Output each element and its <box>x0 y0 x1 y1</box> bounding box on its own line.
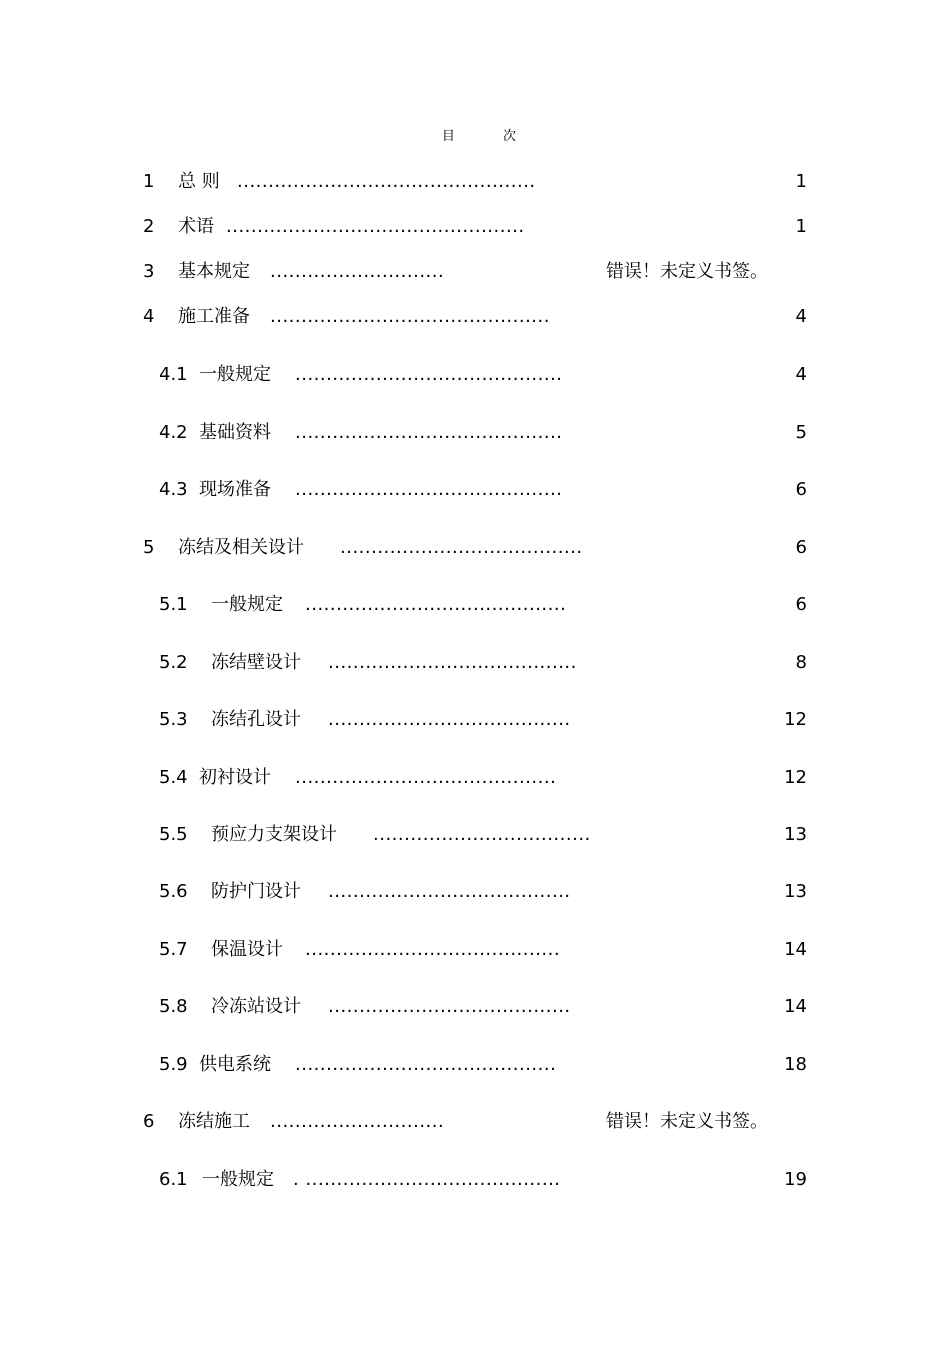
toc-entry-number: 5.7 <box>159 939 188 960</box>
toc-entry-page: 12 <box>784 709 807 730</box>
toc-entry-page: 1 <box>795 216 807 237</box>
toc-entry-page: 6 <box>795 594 807 615</box>
toc-entry-number: 5 <box>143 537 155 558</box>
toc-entry-leader: ......................................... <box>305 939 561 960</box>
toc-entry-number: 4.2 <box>159 422 188 443</box>
toc-entry-leader: ........................................ <box>328 652 577 673</box>
toc-entry[interactable] <box>0 259 950 285</box>
toc-entry-label: 施工准备 <box>178 306 250 327</box>
toc-entry-leader: ............................ <box>270 1111 445 1132</box>
toc-entry-number: 6.1 <box>159 1169 188 1190</box>
toc-entry-label: 术语 <box>178 216 214 237</box>
toc-entry-label: 现场准备 <box>199 479 271 500</box>
toc-entry[interactable] <box>0 765 950 791</box>
toc-entry-page: 14 <box>784 996 807 1017</box>
toc-entry-number: 4.3 <box>159 479 188 500</box>
toc-entry-label: 总 则 <box>178 171 220 192</box>
toc-entry-label: 基础资料 <box>199 422 271 443</box>
toc-entry-page: 错误！未定义书签。 <box>606 1111 768 1132</box>
toc-entry-label: 冻结壁设计 <box>211 652 301 673</box>
toc-entry-leader: .......................................... <box>295 767 557 788</box>
toc-entry-leader: ............................ <box>270 261 445 282</box>
toc-entry-number: 6 <box>143 1111 155 1132</box>
toc-entry-number: 5.4 <box>159 767 188 788</box>
toc-entry[interactable] <box>0 477 950 503</box>
toc-entry-label: 冻结及相关设计 <box>178 537 304 558</box>
toc-entry-label: 冻结施工 <box>178 1111 250 1132</box>
toc-entry[interactable] <box>0 1167 950 1193</box>
toc-entry[interactable] <box>0 994 950 1020</box>
toc-entry-label: 预应力支架设计 <box>211 824 337 845</box>
toc-entry-label: 一般规定 <box>202 1169 274 1190</box>
toc-entry-number: 5.3 <box>159 709 188 730</box>
toc-entry[interactable] <box>0 1109 950 1135</box>
toc-entry[interactable] <box>0 592 950 618</box>
toc-entry-page: 错误！未定义书签。 <box>606 261 768 282</box>
toc-entry-leader: ........................................... <box>295 364 563 385</box>
toc-entry-leader: .......................................... <box>305 594 567 615</box>
toc-title: 目 次 <box>441 129 539 144</box>
toc-entry[interactable] <box>0 822 950 848</box>
toc-entry-number: 5.2 <box>159 652 188 673</box>
toc-entry-leader: ....................................... <box>340 537 583 558</box>
toc-entry-leader: ....................................... <box>328 709 571 730</box>
toc-entry[interactable] <box>0 169 950 195</box>
toc-entry-label: 供电系统 <box>199 1054 271 1075</box>
toc-entry-leader: . ......................................... <box>293 1169 561 1190</box>
toc-entry-number: 5.5 <box>159 824 188 845</box>
toc-entry-number: 5.6 <box>159 881 188 902</box>
toc-entry-label: 保温设计 <box>211 939 283 960</box>
toc-entry[interactable] <box>0 937 950 963</box>
toc-entry-page: 13 <box>784 881 807 902</box>
toc-entry-number: 3 <box>143 261 155 282</box>
toc-entry-label: 冷冻站设计 <box>211 996 301 1017</box>
toc-entry-label: 基本规定 <box>178 261 250 282</box>
toc-entry-leader: ....................................... <box>328 996 571 1017</box>
toc-entry-page: 4 <box>795 364 807 385</box>
toc-entry-number: 2 <box>143 216 155 237</box>
toc-entry-leader: ....................................... <box>328 881 571 902</box>
toc-entry[interactable] <box>0 879 950 905</box>
toc-entry-label: 冻结孔设计 <box>211 709 301 730</box>
toc-entry-label: 一般规定 <box>199 364 271 385</box>
toc-entry-leader: ........................................... <box>295 479 563 500</box>
toc-entry-leader: ........................................... <box>295 422 563 443</box>
toc-entry-number: 4.1 <box>159 364 188 385</box>
toc-entry-number: 5.9 <box>159 1054 188 1075</box>
toc-entry-page: 6 <box>795 537 807 558</box>
toc-entry[interactable] <box>0 362 950 388</box>
toc-entry-leader: ................................... <box>373 824 591 845</box>
toc-entry-number: 1 <box>143 171 155 192</box>
toc-entry[interactable] <box>0 1052 950 1078</box>
toc-entry-leader: ................................................ <box>226 216 525 237</box>
toc-entry-label: 一般规定 <box>211 594 283 615</box>
toc-entry[interactable] <box>0 707 950 733</box>
toc-entry[interactable] <box>0 304 950 330</box>
toc-entry-label: 初衬设计 <box>199 767 271 788</box>
toc-entry-page: 6 <box>795 479 807 500</box>
toc-entry-label: 防护门设计 <box>211 881 301 902</box>
toc-entry-number: 4 <box>143 306 155 327</box>
toc-entry-page: 1 <box>795 171 807 192</box>
toc-entry-page: 13 <box>784 824 807 845</box>
toc-entry-page: 18 <box>784 1054 807 1075</box>
toc-entry-number: 5.8 <box>159 996 188 1017</box>
toc-entry-number: 5.1 <box>159 594 188 615</box>
toc-entry-page: 5 <box>795 422 807 443</box>
toc-entry-page: 19 <box>784 1169 807 1190</box>
toc-entry[interactable] <box>0 535 950 561</box>
toc-entry-page: 14 <box>784 939 807 960</box>
toc-entry[interactable] <box>0 214 950 240</box>
toc-entry[interactable] <box>0 650 950 676</box>
toc-entry-page: 8 <box>795 652 807 673</box>
toc-entry-leader: .......................................... <box>295 1054 557 1075</box>
toc-entry[interactable] <box>0 420 950 446</box>
toc-entry-page: 4 <box>795 306 807 327</box>
toc-entry-leader: ............................................. <box>270 306 550 327</box>
toc-entry-page: 12 <box>784 767 807 788</box>
toc-entry-leader: ................................................ <box>237 171 536 192</box>
